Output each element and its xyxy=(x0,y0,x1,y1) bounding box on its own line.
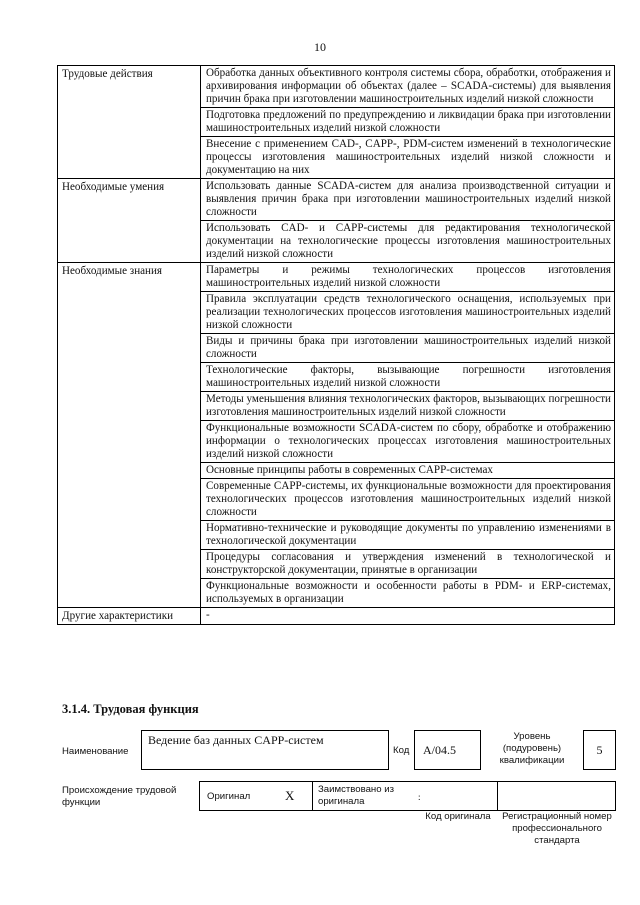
row-text: Виды и причины брака при изготовлении машиностроительных изделий низкой сложности xyxy=(201,334,615,363)
row-text: Основные принципы работы в современных CAPP-системах xyxy=(201,463,615,479)
row-text: Процедуры согласования и утверждения изменений в технологической и конструкторской документации, принятые в организации xyxy=(201,550,615,579)
table-row xyxy=(58,608,615,625)
row-text: Функциональные возможности и особенности работы в PDM- и ERP-системах, используемых в организации xyxy=(201,579,615,608)
borrowed-label: Заимствовано из оригинала xyxy=(318,784,394,807)
row-text: - xyxy=(201,608,615,625)
row-label: Необходимые умения xyxy=(58,179,201,263)
row-label: Другие характеристики xyxy=(58,608,201,625)
row-text: Нормативно-технические и руководящие документы по управлению изменениями в технологической документации xyxy=(201,521,615,550)
original-label: Оригинал xyxy=(207,791,251,802)
original-mark: X xyxy=(285,788,295,803)
origin-row: Оригинал X Заимствовано из оригинала : xyxy=(199,781,616,811)
section-title: 3.1.4. Трудовая функция xyxy=(62,702,199,716)
row-text: Современные CAPP-системы, их функциональные возможности для проектирования технологических процессов изготовления машиностроительных изделий низкой сложности xyxy=(201,479,615,521)
page-number: 10 xyxy=(314,40,326,54)
row-text: Использовать CAD- и CAPP-системы для редактирования технологической документации на технологические процессы изготовления машиностроительных изделий низкой сложности xyxy=(201,221,615,263)
row-text: Функциональные возможности SCADA-систем по сбору, обработке и отображению информации о технологических процессах изготовления машиностроительных изделий низкой сложности xyxy=(201,421,615,463)
table-row xyxy=(58,66,615,108)
row-label: Необходимые знания xyxy=(58,263,201,608)
row-text: Использовать данные SCADA-систем для анализа производственной ситуации и выявления причин брака при изготовлении машиностроительных изделий низкой сложности xyxy=(201,179,615,221)
name-box xyxy=(141,730,389,770)
code-original-caption: Код оригинала xyxy=(425,811,491,822)
row-label: Трудовые действия xyxy=(58,66,201,179)
row-text: Внесение с применением CAD-, CAPP-, PDM-систем изменений в технологические процессы изготовления машиностроительных изделий низкой сложности и документацию на них xyxy=(201,137,615,179)
level-label: Уровень (подуровень) квалификации xyxy=(499,731,565,766)
row-text: Обработка данных объективного контроля системы сбора, обработки, отображения и архивирования информации об объектах (далее – SCADA-системы) для выявления причин брака при изготовлении машиностроительных изделий низкой сложности xyxy=(201,66,615,108)
code-value: A/04.5 xyxy=(423,743,456,757)
level-box xyxy=(583,730,616,770)
reg-number-caption: Регистрационный номер профессионального стандарта xyxy=(502,811,612,846)
row-text: Правила эксплуатации средств технологического оснащения, используемых при реализации технологических процессов изготовления машиностроительных изделий низкой сложности xyxy=(201,292,615,334)
table-row xyxy=(58,263,615,292)
function-details-table xyxy=(57,65,615,625)
table-row xyxy=(58,179,615,221)
code-label: Код xyxy=(393,745,410,756)
row-text: Технологические факторы, вызывающие погрешности изготовления машиностроительных изделий низкой сложности xyxy=(201,363,615,392)
name-label: Наименование xyxy=(62,746,129,757)
code-box xyxy=(414,730,481,770)
origin-label: Происхождение трудовой функции xyxy=(62,785,177,808)
row-text: Параметры и режимы технологических процессов изготовления машиностроительных изделий низкой сложности xyxy=(201,263,615,292)
row-text: Методы уменьшения влияния технологических факторов, вызывающих погрешности изготовления машиностроительных изделий низкой сложности xyxy=(201,392,615,421)
name-value: Ведение баз данных CAPP-систем xyxy=(148,733,324,747)
level-value: 5 xyxy=(596,743,603,757)
row-text: Подготовка предложений по предупреждению и ликвидации брака при изготовлении машиностроительных изделий низкой сложности xyxy=(201,108,615,137)
